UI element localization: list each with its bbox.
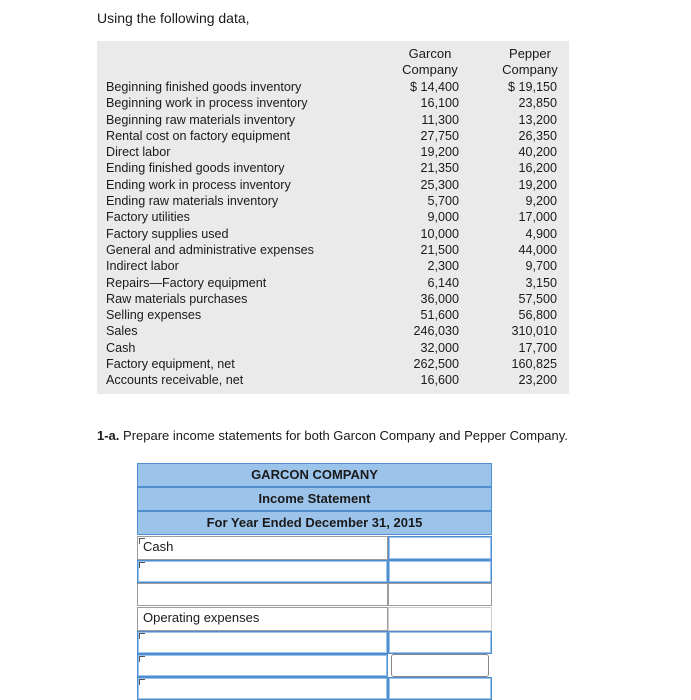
amount-input[interactable]	[388, 631, 492, 654]
pepper-value: 9,700	[525, 259, 557, 274]
garcon-value: 27,750	[420, 128, 459, 143]
garcon-value: 6,140	[427, 275, 459, 290]
income-statement-form	[137, 463, 492, 700]
amount-input[interactable]	[388, 583, 492, 606]
statement-header: Income Statement	[137, 487, 492, 511]
garcon-value: 16,600	[420, 373, 459, 388]
table-row	[106, 372, 569, 388]
garcon-value: 51,600	[420, 308, 459, 323]
company-header: GARCON COMPANY	[137, 463, 492, 487]
pepper-value: 3,150	[525, 275, 557, 290]
table-row	[106, 226, 569, 242]
garcon-value: 25,300	[420, 177, 459, 192]
garcon-value: 10,000	[420, 226, 459, 241]
garcon-value: 21,350	[420, 161, 459, 176]
pepper-value: 16,200	[518, 161, 557, 176]
pepper-column-header: Pepper Company	[502, 46, 558, 77]
table-row	[106, 242, 569, 258]
row-label: Sales	[106, 324, 138, 339]
table-row	[106, 323, 569, 339]
row-label: Ending raw materials inventory	[106, 194, 279, 209]
table-row	[106, 95, 569, 111]
garcon-value: 36,000	[420, 291, 459, 306]
row-label: Beginning finished goods inventory	[106, 80, 302, 94]
row-label: Selling expenses	[106, 308, 202, 323]
row-label: Indirect labor	[106, 259, 179, 274]
row-label: Ending work in process inventory	[106, 177, 291, 192]
pepper-value: 9,200	[525, 194, 557, 209]
table-row	[106, 356, 569, 372]
pepper-value: 40,200	[518, 145, 557, 160]
table-row	[106, 275, 569, 291]
label-input[interactable]	[137, 560, 388, 583]
dropdown-marker-icon	[139, 538, 145, 544]
label-input[interactable]	[137, 583, 388, 606]
pepper-value: 4,900	[525, 226, 557, 241]
pepper-value: 44,000	[518, 242, 557, 257]
period-header: For Year Ended December 31, 2015	[137, 511, 492, 535]
row-label: Beginning work in process inventory	[106, 96, 308, 111]
table-row	[106, 112, 569, 128]
pepper-value: 310,010	[511, 324, 557, 339]
question-text: 1-a. Prepare income statements for both Garcon Company and Pepper Company.	[97, 428, 568, 443]
table-row	[106, 177, 569, 193]
row-label: Factory supplies used	[106, 226, 229, 241]
row-label: Rental cost on factory equipment	[106, 128, 291, 143]
pepper-value: $ 19,150	[507, 80, 557, 94]
garcon-value: 21,500	[420, 242, 459, 257]
table-row	[106, 144, 569, 160]
garcon-value: 11,300	[421, 112, 459, 127]
amount-input[interactable]	[388, 677, 492, 700]
garcon-value: 16,100	[420, 96, 459, 111]
table-row	[106, 291, 569, 307]
garcon-value: 2,300	[427, 259, 459, 274]
amount-input[interactable]	[391, 654, 489, 677]
pepper-value: 19,200	[518, 177, 557, 192]
garcon-value: 9,000	[427, 210, 459, 225]
table-row	[106, 307, 569, 323]
garcon-column-header: Garcon Company	[402, 46, 458, 77]
pepper-value: 13,200	[518, 112, 557, 127]
table-row	[106, 79, 569, 95]
row-label: Cash	[106, 340, 136, 355]
row-label: Ending finished goods inventory	[106, 161, 285, 176]
dropdown-marker-icon	[139, 679, 145, 685]
pepper-value: 17,700	[518, 340, 557, 355]
garcon-value: 262,500	[413, 357, 459, 372]
garcon-value: 32,000	[420, 340, 459, 355]
row-label: Repairs—Factory equipment	[106, 275, 267, 290]
row-label: Beginning raw materials inventory	[106, 112, 295, 127]
pepper-value: 26,350	[518, 128, 557, 143]
row-label: Factory equipment, net	[106, 357, 235, 372]
row-label: General and administrative expenses	[106, 242, 314, 257]
cash-label-cell[interactable]: Cash	[137, 536, 388, 560]
data-rows	[106, 79, 569, 389]
garcon-value: 246,030	[413, 324, 459, 339]
amount-input[interactable]	[388, 536, 492, 560]
amount-input[interactable]	[388, 560, 492, 583]
garcon-value: 19,200	[420, 145, 459, 160]
pepper-value: 23,850	[518, 96, 557, 111]
label-input[interactable]	[137, 631, 388, 654]
table-row	[106, 160, 569, 176]
pepper-value: 160,825	[511, 357, 557, 372]
table-row	[106, 193, 569, 209]
amount-cell	[388, 607, 492, 631]
dropdown-marker-icon	[139, 562, 145, 568]
label-input[interactable]	[137, 654, 388, 677]
garcon-value: $ 14,400	[409, 80, 459, 94]
data-table	[97, 41, 569, 394]
row-label: Accounts receivable, net	[106, 373, 244, 388]
pepper-value: 56,800	[518, 308, 557, 323]
opex-label-cell[interactable]: Operating expenses	[137, 607, 388, 631]
table-row	[106, 128, 569, 144]
row-label: Direct labor	[106, 145, 171, 160]
row-label: Raw materials purchases	[106, 291, 248, 306]
dropdown-marker-icon	[139, 633, 145, 639]
row-label: Factory utilities	[106, 210, 190, 225]
dropdown-marker-icon	[139, 656, 145, 662]
garcon-value: 5,700	[427, 194, 459, 209]
intro-text: Using the following data,	[97, 10, 250, 26]
table-row	[106, 258, 569, 274]
pepper-value: 17,000	[518, 210, 557, 225]
pepper-value: 23,200	[518, 373, 557, 388]
label-input[interactable]	[137, 677, 388, 700]
pepper-value: 57,500	[518, 291, 557, 306]
table-row	[106, 209, 569, 225]
table-row	[106, 340, 569, 356]
